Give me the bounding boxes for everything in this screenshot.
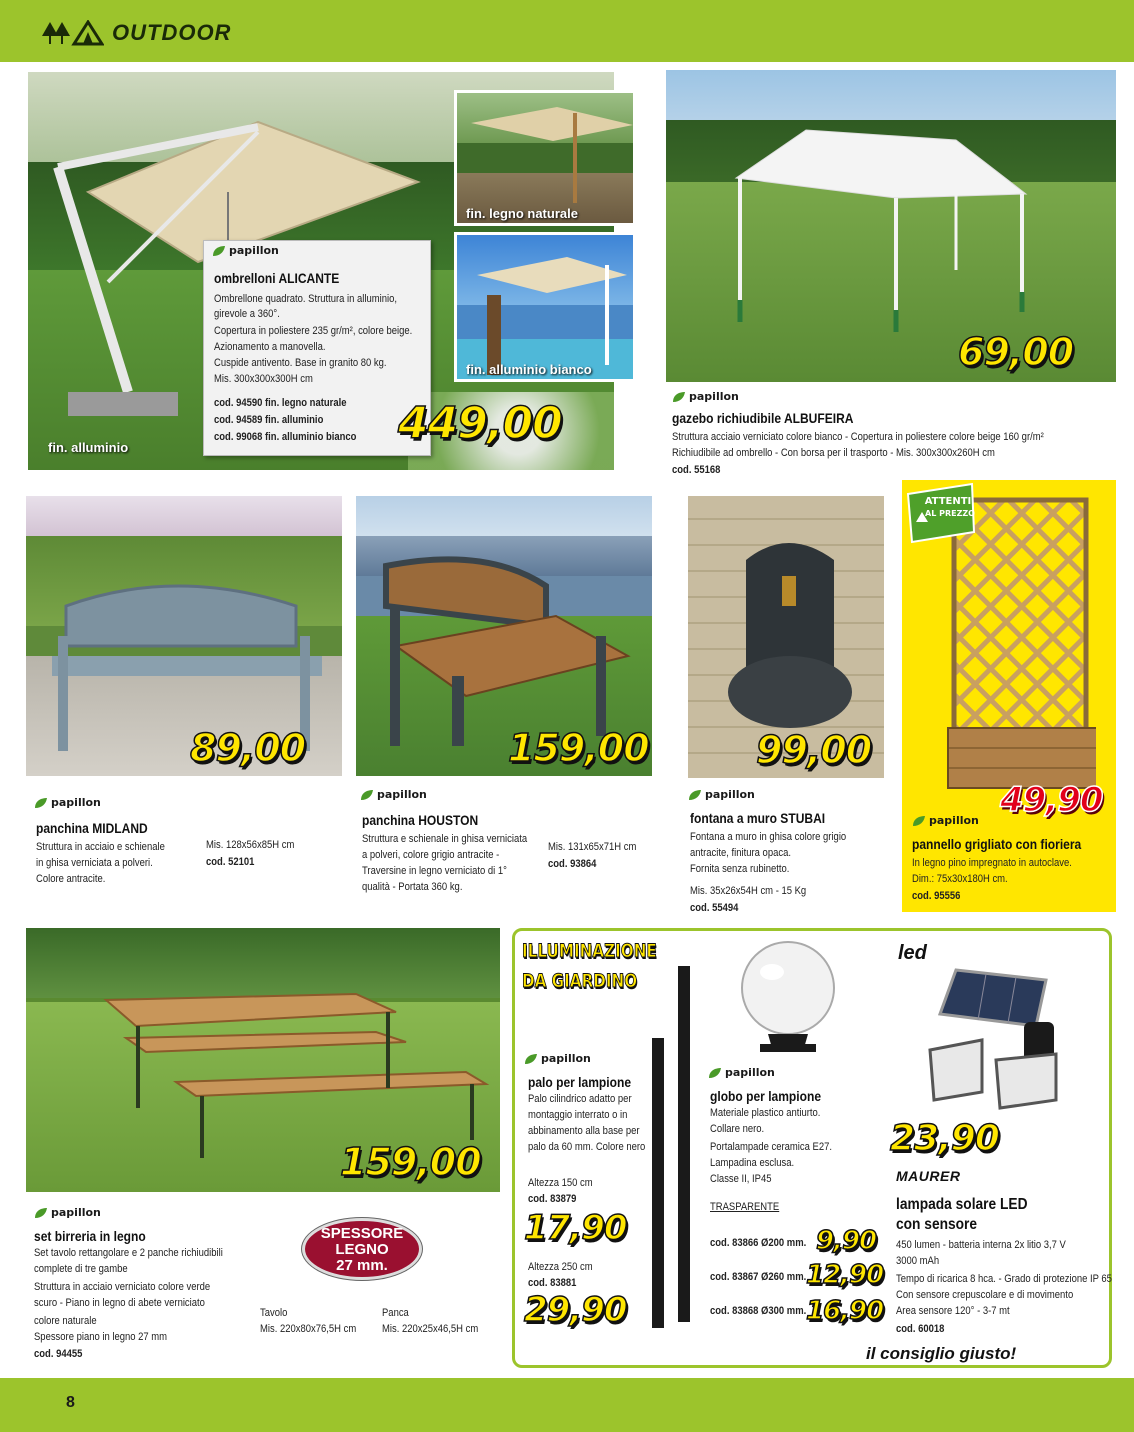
palo-h250-price: 29,90 — [524, 1290, 627, 1330]
svg-text:ATTENTI: ATTENTI — [924, 496, 972, 507]
panca-size: Mis. 220x25x46,5H cm — [382, 1323, 479, 1335]
midland-price: 89,00 — [190, 726, 306, 770]
maurer-logo: MAURER — [896, 1168, 961, 1184]
globo-title: globo per lampione — [710, 1088, 822, 1104]
stubai-title: fontana a muro STUBAI — [690, 810, 826, 826]
ombrellone-title: ombrelloni ALICANTE — [214, 270, 340, 286]
birreria-desc-4: scuro - Piano in legno di abete verniciato — [34, 1297, 205, 1309]
stubai-desc-2: antracite, finitura opaca. — [690, 847, 791, 859]
caption-alluminio-bianco: fin. alluminio bianco — [466, 362, 592, 377]
ombrellone-code-2: cod. 94589 fin. alluminio — [214, 414, 324, 426]
brand-logo: papillon — [708, 1066, 775, 1079]
birreria-desc-3: Struttura in acciaio verniciato colore verde — [34, 1281, 211, 1293]
tavolo-label: Tavolo — [260, 1307, 288, 1319]
ombrellone-code-1: cod. 94590 fin. legno naturale — [214, 397, 347, 409]
trees-tent-icon — [42, 20, 104, 46]
leaf-icon — [360, 789, 374, 801]
ombrellone-desc-2: girevole a 360°. — [214, 308, 280, 320]
svg-text:AL PREZZO: AL PREZZO — [925, 509, 975, 518]
ombrellone-bianco-photo — [454, 232, 636, 382]
illuminazione-title-2: DA GIARDINO — [522, 970, 638, 992]
brand-logo: papillon — [360, 788, 427, 801]
birreria-code: cod. 94455 — [34, 1348, 83, 1360]
spessore-legno-seal: SPESSORE LEGNO 27 mm. — [302, 1218, 422, 1280]
midland-desc-3: Colore antracite. — [36, 873, 106, 885]
lampada-desc-1: 450 lumen - batteria interna 2x litio 3,7 V — [896, 1239, 1066, 1251]
pannello-code: cod. 95556 — [912, 890, 961, 902]
brand-logo: papillon — [212, 244, 279, 257]
houston-desc-3: Traversine in legno verniciato di 1° — [362, 865, 507, 877]
globo-desc-3: Portalampade ceramica E27. — [710, 1141, 832, 1153]
led-badge: led — [898, 942, 927, 964]
illuminazione-title-1: ILLUMINAZIONE — [522, 940, 657, 962]
lampada-title-1: lampada solare LED — [896, 1196, 1028, 1213]
stubai-price: 99,00 — [756, 728, 872, 772]
poles-drawing — [648, 962, 698, 1332]
ombrellone-price: 449,00 — [398, 398, 562, 449]
ombrellone-desc-4: Azionamento a manovella. — [214, 341, 326, 353]
globo-variant-2-code: cod. 83867 Ø260 mm. — [710, 1271, 807, 1283]
globo-variant-1-price: 9,90 — [816, 1226, 877, 1256]
houston-price: 159,00 — [508, 726, 649, 770]
birreria-price: 159,00 — [340, 1140, 481, 1184]
lampada-desc-2: 3000 mAh — [896, 1255, 940, 1267]
palo-desc-2: montaggio interrato o in — [528, 1109, 628, 1121]
brand-logo: papillon — [672, 390, 739, 403]
lampada-title-2: con sensore — [896, 1216, 978, 1233]
houston-desc-2: a polveri, colore grigio antracite - — [362, 849, 500, 861]
gazebo-desc-2: Richiudibile ad ombrello - Con borsa per il trasporto - Mis. 300x300x260H cm — [672, 447, 995, 459]
houston-size: Mis. 131x65x71H cm — [548, 841, 637, 853]
brand-logo: papillon — [688, 788, 755, 801]
palo-h150-price: 17,90 — [524, 1208, 627, 1248]
globo-variant-label: TRASPARENTE — [710, 1201, 780, 1213]
section-title: OUTDOOR — [112, 20, 232, 45]
palo-h250-code: cod. 83881 — [528, 1277, 577, 1289]
globo-variant-1-code: cod. 83866 Ø200 mm. — [710, 1237, 807, 1249]
stubai-desc-3: Fornita senza rubinetto. — [690, 863, 790, 875]
houston-desc-1: Struttura e schienale in ghisa verniciata — [362, 833, 528, 845]
lampada-code: cod. 60018 — [896, 1323, 945, 1335]
caption-legno-naturale: fin. legno naturale — [466, 206, 578, 221]
pannello-desc-2: Dim.: 75x30x180H cm. — [912, 873, 1008, 885]
leaf-icon — [212, 245, 226, 257]
houston-code: cod. 93864 — [548, 858, 597, 870]
birreria-desc-1: Set tavolo rettangolare e 2 panche richiudibili — [34, 1247, 223, 1259]
leaf-icon — [34, 1207, 48, 1219]
leaf-icon — [912, 815, 926, 827]
globo-variant-3-code: cod. 83868 Ø300 mm. — [710, 1305, 807, 1317]
houston-title: panchina HOUSTON — [362, 812, 479, 828]
caption-alluminio: fin. alluminio — [48, 440, 129, 455]
leaf-icon — [672, 391, 686, 403]
palo-h250-label: Altezza 250 cm — [528, 1261, 593, 1273]
stubai-code: cod. 55494 — [690, 902, 739, 914]
midland-desc-2: in ghisa verniciata a polveri. — [36, 857, 153, 869]
gazebo-price: 69,00 — [958, 330, 1074, 374]
solar-lamp-drawing — [926, 960, 1066, 1110]
gazebo-title: gazebo richiudibile ALBUFEIRA — [672, 410, 854, 426]
slogan: il consiglio giusto! — [866, 1344, 1017, 1363]
birreria-title: set birreria in legno — [34, 1228, 146, 1244]
section-header — [0, 0, 1134, 62]
pannello-desc-1: In legno pino impregnato in autoclave. — [912, 857, 1072, 869]
palo-h150-label: Altezza 150 cm — [528, 1177, 593, 1189]
ombrellone-code-3: cod. 99068 fin. alluminio bianco — [214, 431, 357, 443]
globo-desc-4: Lampadina esclusa. — [710, 1157, 795, 1169]
brand-logo: papillon — [34, 1206, 101, 1219]
leaf-icon — [34, 797, 48, 809]
lampada-desc-4: Con sensore crepuscolare e di movimento — [896, 1289, 1074, 1301]
brand-logo: papillon — [524, 1052, 591, 1065]
ombrellone-desc-1: Ombrellone quadrato. Struttura in alluminio, — [214, 293, 397, 305]
tavolo-size: Mis. 220x80x76,5H cm — [260, 1323, 357, 1335]
birreria-desc-5: colore naturale — [34, 1315, 97, 1327]
ombrellone-desc-6: Mis. 300x300x300H cm — [214, 373, 313, 385]
globo-variant-3-price: 16,90 — [806, 1296, 884, 1326]
ombrellone-desc-5: Cuspide antivento. Base in granito 80 kg. — [214, 357, 387, 369]
gazebo-code: cod. 55168 — [672, 464, 721, 476]
leaf-icon — [688, 789, 702, 801]
palo-desc-1: Palo cilindrico adatto per — [528, 1093, 632, 1105]
globe-drawing — [728, 940, 858, 1060]
leaf-icon — [524, 1053, 538, 1065]
midland-desc-1: Struttura in acciaio e schienale — [36, 841, 165, 853]
houston-desc-4: qualità - Portata 360 kg. — [362, 881, 463, 893]
brand-logo: papillon — [34, 796, 101, 809]
palo-h150-code: cod. 83879 — [528, 1193, 577, 1205]
brand-logo: papillon — [912, 814, 979, 827]
palo-title: palo per lampione — [528, 1074, 632, 1090]
birreria-desc-6: Spessore piano in legno 27 mm — [34, 1331, 168, 1343]
stubai-desc-1: Fontana a muro in ghisa colore grigio — [690, 831, 847, 843]
page-number: 8 — [66, 1394, 75, 1411]
panca-label: Panca — [382, 1307, 409, 1319]
lampada-price: 23,90 — [890, 1118, 999, 1159]
gazebo-desc-1: Struttura acciaio verniciato colore bianco - Copertura in poliestere colore beige 160 gr/m² — [672, 431, 1044, 443]
lampada-desc-3: Tempo di ricarica 8 hca. - Grado di protezione IP 65 — [896, 1273, 1112, 1285]
pannello-title: pannello grigliato con fioriera — [912, 836, 1082, 852]
palo-desc-4: palo da 60 mm. Colore nero — [528, 1141, 646, 1153]
midland-size: Mis. 128x56x85H cm — [206, 839, 295, 851]
midland-title: panchina MIDLAND — [36, 820, 148, 836]
ombrellone-desc-3: Copertura in poliestere 235 gr/m², colore beige. — [214, 325, 413, 337]
pannello-price: 49,90 — [1000, 780, 1103, 820]
page-footer — [0, 1378, 1134, 1432]
palo-desc-3: abbinamento alla base per — [528, 1125, 640, 1137]
stubai-size: Mis. 35x26x54H cm - 15 Kg — [690, 885, 807, 897]
globo-desc-5: Classe II, IP45 — [710, 1173, 772, 1185]
birreria-desc-2: complete di tre gambe — [34, 1263, 128, 1275]
globo-variant-2-price: 12,90 — [806, 1260, 884, 1290]
globo-desc-1: Materiale plastico antiurto. — [710, 1107, 821, 1119]
leaf-icon — [708, 1067, 722, 1079]
lampada-desc-5: Area sensore 120° - 3-7 mt — [896, 1305, 1010, 1317]
globo-desc-2: Collare nero. — [710, 1123, 765, 1135]
midland-code: cod. 52101 — [206, 856, 255, 868]
attenti-al-prezzo-badge — [906, 482, 976, 544]
